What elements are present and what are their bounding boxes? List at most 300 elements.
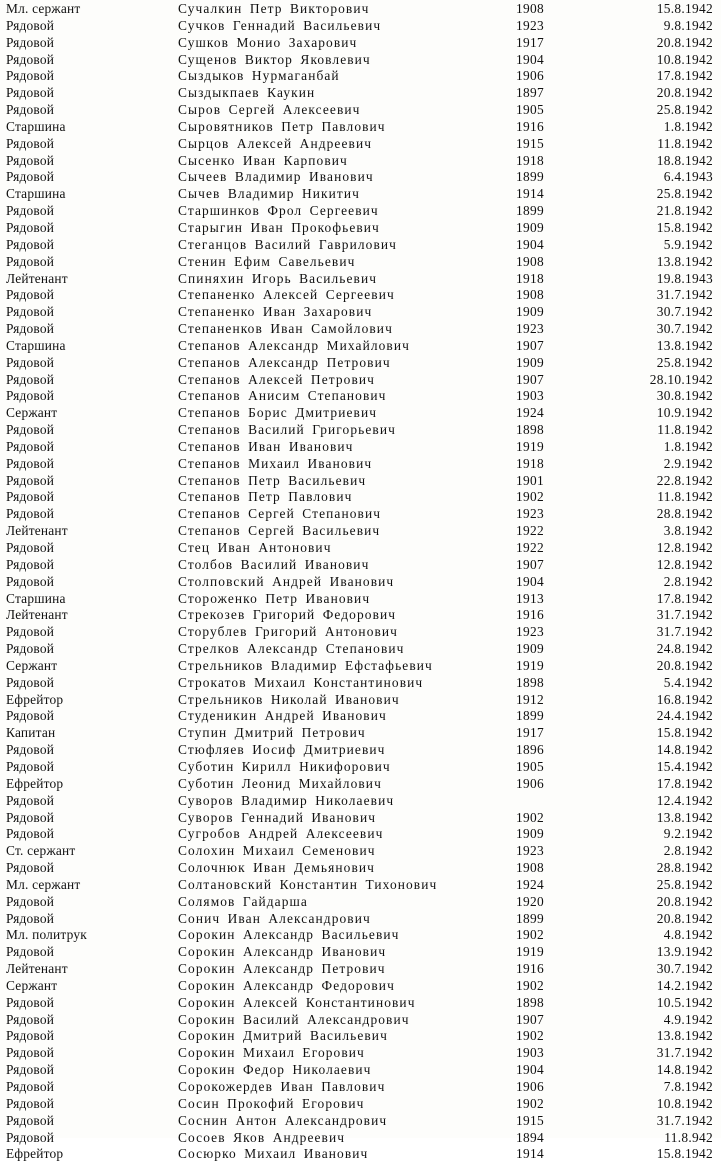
record-name: Стеганцов Василий Гаврилович xyxy=(178,236,397,252)
record-name: Строкатов Михаил Константинович xyxy=(178,674,424,690)
record-name: Сугробов Андрей Алексеевич xyxy=(178,826,384,842)
record-death-date: 31.7.1942 xyxy=(656,1112,713,1128)
record-name: Сорокин Александр Иванович xyxy=(178,944,387,960)
record-row xyxy=(0,1012,721,1029)
record-birth-year: 1922 xyxy=(516,540,544,555)
record-name: Сонич Иван Александрович xyxy=(178,910,371,926)
record-birth-year: 1918 xyxy=(516,152,544,168)
record-row xyxy=(0,557,721,574)
record-rank: Рядовой xyxy=(6,236,55,252)
record-row xyxy=(0,237,721,254)
record-row xyxy=(0,489,721,506)
record-rank: Рядовой xyxy=(6,102,55,118)
record-rank: Рядовой xyxy=(6,573,55,589)
record-row xyxy=(0,52,721,69)
record-death-date: 22.8.1942 xyxy=(656,472,713,488)
record-name: Сыровятников Петр Павлович xyxy=(178,118,386,134)
record-row xyxy=(0,422,721,439)
record-birth-year: 1923 xyxy=(516,843,544,859)
record-name: Суботин Леонид Михайлович xyxy=(178,775,382,791)
record-rank: Старшина xyxy=(6,118,66,134)
record-row xyxy=(0,793,721,810)
record-name: Степанов Сергей Степанович xyxy=(178,506,382,522)
record-rank: Рядовой xyxy=(6,253,55,269)
record-death-date: 10.8.1942 xyxy=(656,1095,713,1111)
record-row xyxy=(0,776,721,793)
record-death-date: 1.8.1942 xyxy=(663,438,713,454)
record-birth-year: 1916 xyxy=(516,607,544,623)
record-name: Сорокин Александр Федорович xyxy=(178,977,395,993)
record-birth-year: 1918 xyxy=(516,455,544,471)
record-name: Стец Иван Антонович xyxy=(178,540,332,555)
record-rank: Сержант xyxy=(6,405,58,421)
record-rank: Рядовой xyxy=(6,321,55,337)
record-row xyxy=(0,355,721,372)
record-row xyxy=(0,439,721,456)
record-name: Солохин Михаил Семенович xyxy=(178,843,376,859)
record-birth-year: 1922 xyxy=(516,523,544,539)
record-name: Сушков Монио Захарович xyxy=(178,34,358,50)
record-row xyxy=(0,607,721,624)
record-name: Сыздыков Нурмаганбай xyxy=(178,68,340,84)
record-name: Сорокожердев Иван Павлович xyxy=(178,1079,386,1094)
record-name: Сорокин Александр Васильевич xyxy=(178,927,400,943)
record-death-date: 10.9.1942 xyxy=(656,405,713,421)
record-birth-year: 1899 xyxy=(516,169,544,185)
record-death-date: 9.2.1942 xyxy=(663,826,713,842)
record-name: Сыздыкпаев Каукин xyxy=(178,85,316,101)
record-birth-year: 1908 xyxy=(516,860,544,876)
record-row xyxy=(0,1096,721,1113)
record-row xyxy=(0,591,721,608)
records-list xyxy=(0,1,721,1163)
record-name: Сысенко Иван Карпович xyxy=(178,152,348,168)
record-birth-year: 1905 xyxy=(516,758,544,774)
record-rank: Рядовой xyxy=(6,422,55,438)
record-death-date: 13.8.1942 xyxy=(656,337,713,353)
record-row xyxy=(0,254,721,271)
record-rank: Лейтенант xyxy=(6,607,68,623)
record-rank: Рядовой xyxy=(6,826,55,842)
record-birth-year: 1917 xyxy=(516,34,544,50)
record-row xyxy=(0,978,721,995)
record-rank: Рядовой xyxy=(6,893,55,909)
record-row xyxy=(0,68,721,85)
record-rank: Рядовой xyxy=(6,354,55,370)
record-name: Соснин Антон Александрович xyxy=(178,1112,388,1128)
record-rank: Рядовой xyxy=(6,472,55,488)
record-death-date: 12.4.1942 xyxy=(656,792,713,808)
record-birth-year: 1898 xyxy=(516,674,544,690)
record-row xyxy=(0,388,721,405)
record-name: Солочнюк Иван Демьянович xyxy=(178,860,375,876)
record-name: Степаненко Иван Захарович xyxy=(178,304,373,320)
record-row xyxy=(0,843,721,860)
record-row xyxy=(0,35,721,52)
record-birth-year: 1924 xyxy=(516,405,544,421)
record-death-date: 20.8.1942 xyxy=(656,85,713,101)
record-birth-year: 1902 xyxy=(516,809,544,825)
record-row xyxy=(0,220,721,237)
record-row xyxy=(0,119,721,136)
record-death-date: 4.8.1942 xyxy=(663,927,713,943)
record-death-date: 20.8.1942 xyxy=(656,657,713,673)
record-birth-year: 1914 xyxy=(516,186,544,202)
record-name: Солямов Гайдарша xyxy=(178,893,308,909)
record-rank: Рядовой xyxy=(6,758,55,774)
record-birth-year: 1902 xyxy=(516,927,544,943)
record-death-date: 6.4.1943 xyxy=(663,169,713,185)
record-death-date: 31.7.1942 xyxy=(656,287,713,303)
record-birth-year: 1907 xyxy=(516,371,544,387)
record-death-date: 13.8.1942 xyxy=(656,1028,713,1044)
record-rank: Рядовой xyxy=(6,1079,55,1094)
record-rank: Рядовой xyxy=(6,1045,55,1061)
record-row xyxy=(0,860,721,877)
record-rank: Рядовой xyxy=(6,556,55,572)
record-death-date: 28.8.1942 xyxy=(656,860,713,876)
record-rank: Рядовой xyxy=(6,135,55,151)
record-death-date: 11.8.942 xyxy=(664,1129,713,1145)
record-row xyxy=(0,574,721,591)
record-birth-year: 1904 xyxy=(516,573,544,589)
record-name: Старшинков Фрол Сергеевич xyxy=(178,203,379,219)
record-rank: Рядовой xyxy=(6,540,55,555)
record-birth-year: 1908 xyxy=(516,1,544,16)
record-row xyxy=(0,372,721,389)
record-death-date: 19.8.1943 xyxy=(656,270,713,286)
record-row xyxy=(0,85,721,102)
record-row xyxy=(0,523,721,540)
record-row xyxy=(0,911,721,928)
record-rank: Старшина xyxy=(6,590,66,606)
record-rank: Рядовой xyxy=(6,1129,55,1145)
record-birth-year: 1917 xyxy=(516,725,544,741)
record-rank: Рядовой xyxy=(6,944,55,960)
record-row xyxy=(0,287,721,304)
record-death-date: 30.7.1942 xyxy=(656,304,713,320)
record-rank: Рядовой xyxy=(6,287,55,303)
record-birth-year: 1906 xyxy=(516,68,544,84)
record-death-date: 28.10.1942 xyxy=(649,371,713,387)
record-name: Сучков Геннадий Васильевич xyxy=(178,17,382,33)
record-death-date: 15.8.1942 xyxy=(656,725,713,741)
record-row xyxy=(0,1062,721,1079)
record-name: Стюфляев Иосиф Дмитриевич xyxy=(178,742,386,758)
record-name: Степанов Сергей Васильевич xyxy=(178,523,381,539)
record-birth-year: 1904 xyxy=(516,1062,544,1078)
record-rank: Мл. сержант xyxy=(6,1,81,16)
record-name: Сорокин Федор Николаевич xyxy=(178,1062,372,1078)
record-row xyxy=(0,1079,721,1096)
record-rank: Мл. политрук xyxy=(6,927,87,943)
record-name: Суботин Кирилл Никифорович xyxy=(178,758,391,774)
record-death-date: 4.9.1942 xyxy=(663,1011,713,1027)
record-birth-year: 1918 xyxy=(516,270,544,286)
record-birth-year: 1916 xyxy=(516,118,544,134)
record-rank: Рядовой xyxy=(6,489,55,505)
record-name: Сущенов Виктор Яковлевич xyxy=(178,51,371,67)
record-rank: Лейтенант xyxy=(6,270,68,286)
record-death-date: 24.8.1942 xyxy=(656,641,713,657)
record-name: Сосоев Яков Андреевич xyxy=(178,1129,346,1145)
record-death-date: 11.8.1942 xyxy=(657,135,713,151)
record-rank: Рядовой xyxy=(6,708,55,724)
record-birth-year: 1919 xyxy=(516,657,544,673)
record-row xyxy=(0,810,721,827)
record-birth-year: 1915 xyxy=(516,1112,544,1128)
record-row xyxy=(0,759,721,776)
record-row xyxy=(0,1028,721,1045)
record-rank: Рядовой xyxy=(6,34,55,50)
record-birth-year: 1916 xyxy=(516,961,544,977)
record-birth-year: 1907 xyxy=(516,1011,544,1027)
record-birth-year: 1923 xyxy=(516,321,544,337)
record-row xyxy=(0,456,721,473)
record-death-date: 13.9.1942 xyxy=(656,944,713,960)
record-row xyxy=(0,338,721,355)
record-birth-year: 1906 xyxy=(516,1079,544,1094)
record-row xyxy=(0,405,721,422)
record-row xyxy=(0,304,721,321)
record-birth-year: 1898 xyxy=(516,422,544,438)
record-rank: Рядовой xyxy=(6,1011,55,1027)
record-name: Степанов Борис Дмитриевич xyxy=(178,405,378,421)
record-name: Сорокин Дмитрий Васильевич xyxy=(178,1028,388,1044)
record-rank: Мл. сержант xyxy=(6,876,81,892)
record-row xyxy=(0,826,721,843)
record-row xyxy=(0,1113,721,1130)
record-name: Степанов Александр Петрович xyxy=(178,354,391,370)
record-death-date: 17.8.1942 xyxy=(656,590,713,606)
record-rank: Рядовой xyxy=(6,910,55,926)
record-row xyxy=(0,136,721,153)
record-row xyxy=(0,725,721,742)
record-rank: Рядовой xyxy=(6,68,55,84)
record-birth-year: 1903 xyxy=(516,1045,544,1061)
record-name: Сорокин Александр Петрович xyxy=(178,961,386,977)
record-row xyxy=(0,624,721,641)
record-name: Стрельников Владимир Ефстафьевич xyxy=(178,657,433,673)
record-death-date: 11.8.1942 xyxy=(657,422,713,438)
record-row xyxy=(0,742,721,759)
record-name: Степанов Петр Павлович xyxy=(178,489,353,505)
record-rank: Сержант xyxy=(6,657,58,673)
record-name: Стрелков Александр Степанович xyxy=(178,641,405,657)
record-birth-year: 1904 xyxy=(516,51,544,67)
record-death-date: 3.8.1942 xyxy=(663,523,713,539)
record-death-date: 31.7.1942 xyxy=(656,607,713,623)
record-death-date: 5.4.1942 xyxy=(663,674,713,690)
record-rank: Рядовой xyxy=(6,51,55,67)
record-row xyxy=(0,995,721,1012)
record-row xyxy=(0,927,721,944)
record-birth-year: 1924 xyxy=(516,876,544,892)
record-rank: Рядовой xyxy=(6,203,55,219)
record-row xyxy=(0,321,721,338)
record-row xyxy=(0,641,721,658)
record-name: Степанов Василий Григорьевич xyxy=(178,422,396,438)
record-row xyxy=(0,186,721,203)
record-name: Сырцов Алексей Андреевич xyxy=(178,135,373,151)
record-name: Стороженко Петр Иванович xyxy=(178,590,371,606)
record-death-date: 15.8.1942 xyxy=(656,1146,713,1162)
record-death-date: 25.8.1942 xyxy=(656,102,713,118)
record-row xyxy=(0,894,721,911)
record-death-date: 30.7.1942 xyxy=(656,321,713,337)
record-death-date: 7.8.1942 xyxy=(663,1079,713,1094)
record-death-date: 14.8.1942 xyxy=(656,742,713,758)
record-row xyxy=(0,153,721,170)
record-rank: Рядовой xyxy=(6,742,55,758)
record-birth-year: 1909 xyxy=(516,641,544,657)
record-death-date: 5.9.1942 xyxy=(663,236,713,252)
record-rank: Рядовой xyxy=(6,304,55,320)
record-rank: Рядовой xyxy=(6,455,55,471)
record-rank: Рядовой xyxy=(6,809,55,825)
record-death-date: 14.2.1942 xyxy=(656,977,713,993)
record-row xyxy=(0,1,721,18)
record-death-date: 21.8.1942 xyxy=(656,203,713,219)
record-death-date: 24.4.1942 xyxy=(656,708,713,724)
record-death-date: 13.8.1942 xyxy=(656,809,713,825)
record-rank: Сержант xyxy=(6,977,58,993)
record-rank: Рядовой xyxy=(6,388,55,404)
record-death-date: 31.7.1942 xyxy=(656,624,713,640)
record-birth-year: 1907 xyxy=(516,556,544,572)
record-death-date: 25.8.1942 xyxy=(656,354,713,370)
record-name: Столповский Андрей Иванович xyxy=(178,573,395,589)
record-rank: Рядовой xyxy=(6,624,55,640)
record-row xyxy=(0,877,721,894)
record-death-date: 28.8.1942 xyxy=(656,506,713,522)
record-death-date: 30.8.1942 xyxy=(656,388,713,404)
record-row xyxy=(0,675,721,692)
record-birth-year: 1901 xyxy=(516,472,544,488)
record-row xyxy=(0,102,721,119)
record-row xyxy=(0,271,721,288)
record-death-date: 2.8.1942 xyxy=(663,843,713,859)
record-death-date: 12.8.1942 xyxy=(656,556,713,572)
record-death-date: 20.8.1942 xyxy=(656,34,713,50)
record-death-date: 25.8.1942 xyxy=(656,186,713,202)
record-birth-year: 1904 xyxy=(516,236,544,252)
record-rank: Старшина xyxy=(6,337,66,353)
record-row xyxy=(0,203,721,220)
record-rank: Капитан xyxy=(6,725,56,741)
record-death-date: 30.7.1942 xyxy=(656,961,713,977)
record-name: Ступин Дмитрий Петрович xyxy=(178,725,366,741)
record-death-date: 17.8.1942 xyxy=(656,68,713,84)
record-birth-year: 1909 xyxy=(516,354,544,370)
record-birth-year: 1907 xyxy=(516,337,544,353)
record-birth-year: 1897 xyxy=(516,85,544,101)
record-name: Степанов Алексей Петрович xyxy=(178,371,375,387)
record-birth-year: 1909 xyxy=(516,304,544,320)
record-death-date: 14.8.1942 xyxy=(656,1062,713,1078)
record-name: Солтановский Константин Тихонович xyxy=(178,876,438,892)
record-death-date: 9.8.1942 xyxy=(663,17,713,33)
record-birth-year: 1908 xyxy=(516,253,544,269)
record-row xyxy=(0,708,721,725)
record-birth-year: 1899 xyxy=(516,910,544,926)
record-death-date: 16.8.1942 xyxy=(656,691,713,707)
record-death-date: 1.8.1942 xyxy=(663,118,713,134)
record-name: Сычев Владимир Никитич xyxy=(178,186,360,202)
record-birth-year: 1899 xyxy=(516,203,544,219)
record-name: Стрельников Николай Иванович xyxy=(178,691,400,707)
record-rank: Рядовой xyxy=(6,169,55,185)
record-death-date: 2.8.1942 xyxy=(663,573,713,589)
record-row xyxy=(0,473,721,490)
record-row xyxy=(0,1146,721,1163)
record-birth-year: 1909 xyxy=(516,219,544,235)
record-birth-year: 1903 xyxy=(516,388,544,404)
record-rank: Рядовой xyxy=(6,1062,55,1078)
record-name: Суворов Владимир Николаевич xyxy=(178,792,395,808)
record-death-date: 10.5.1942 xyxy=(656,994,713,1010)
record-name: Сорокин Алексей Константинович xyxy=(178,994,416,1010)
record-birth-year: 1923 xyxy=(516,17,544,33)
record-name: Сосюрко Михаил Иванович xyxy=(178,1146,369,1162)
record-rank: Ст. сержант xyxy=(6,843,76,859)
record-death-date: 13.8.1942 xyxy=(656,253,713,269)
record-name: Спиняхин Игорь Васильевич xyxy=(178,270,378,286)
record-birth-year: 1898 xyxy=(516,994,544,1010)
record-name: Степанов Анисим Степанович xyxy=(178,388,387,404)
record-name: Степанов Михаил Иванович xyxy=(178,455,373,471)
record-rank: Ефрейтор xyxy=(6,775,64,791)
record-name: Старыгин Иван Прокофьевич xyxy=(178,219,380,235)
record-birth-year: 1912 xyxy=(516,691,544,707)
record-rank: Ефрейтор xyxy=(6,691,64,707)
record-rank: Ефрейтор xyxy=(6,1146,64,1162)
record-death-date: 20.8.1942 xyxy=(656,910,713,926)
record-rank: Рядовой xyxy=(6,1028,55,1044)
record-death-date: 2.9.1942 xyxy=(663,455,713,471)
record-rank: Рядовой xyxy=(6,1112,55,1128)
record-name: Степаненков Иван Самойлович xyxy=(178,321,393,337)
record-rank: Рядовой xyxy=(6,674,55,690)
record-row xyxy=(0,1045,721,1062)
record-death-date: 18.8.1942 xyxy=(656,152,713,168)
record-birth-year: 1906 xyxy=(516,775,544,791)
record-death-date: 20.8.1942 xyxy=(656,893,713,909)
record-name: Стрекозев Григорий Федорович xyxy=(178,607,397,623)
record-death-date: 12.8.1942 xyxy=(656,540,713,555)
record-rank: Рядовой xyxy=(6,994,55,1010)
record-birth-year: 1920 xyxy=(516,893,544,909)
record-row xyxy=(0,169,721,186)
record-birth-year: 1915 xyxy=(516,135,544,151)
record-row xyxy=(0,18,721,35)
record-birth-year: 1902 xyxy=(516,977,544,993)
record-birth-year: 1905 xyxy=(516,102,544,118)
record-rank: Рядовой xyxy=(6,85,55,101)
record-rank: Рядовой xyxy=(6,1095,55,1111)
record-birth-year: 1902 xyxy=(516,489,544,505)
record-birth-year: 1899 xyxy=(516,708,544,724)
record-rank: Рядовой xyxy=(6,152,55,168)
record-birth-year: 1894 xyxy=(516,1129,544,1145)
record-name: Степанов Петр Васильевич xyxy=(178,472,367,488)
record-death-date: 15.8.1942 xyxy=(656,1,713,16)
record-rank: Рядовой xyxy=(6,17,55,33)
record-name: Сычеев Владимир Иванович xyxy=(178,169,374,185)
record-birth-year: 1919 xyxy=(516,944,544,960)
record-birth-year: 1902 xyxy=(516,1028,544,1044)
record-birth-year: 1923 xyxy=(516,624,544,640)
